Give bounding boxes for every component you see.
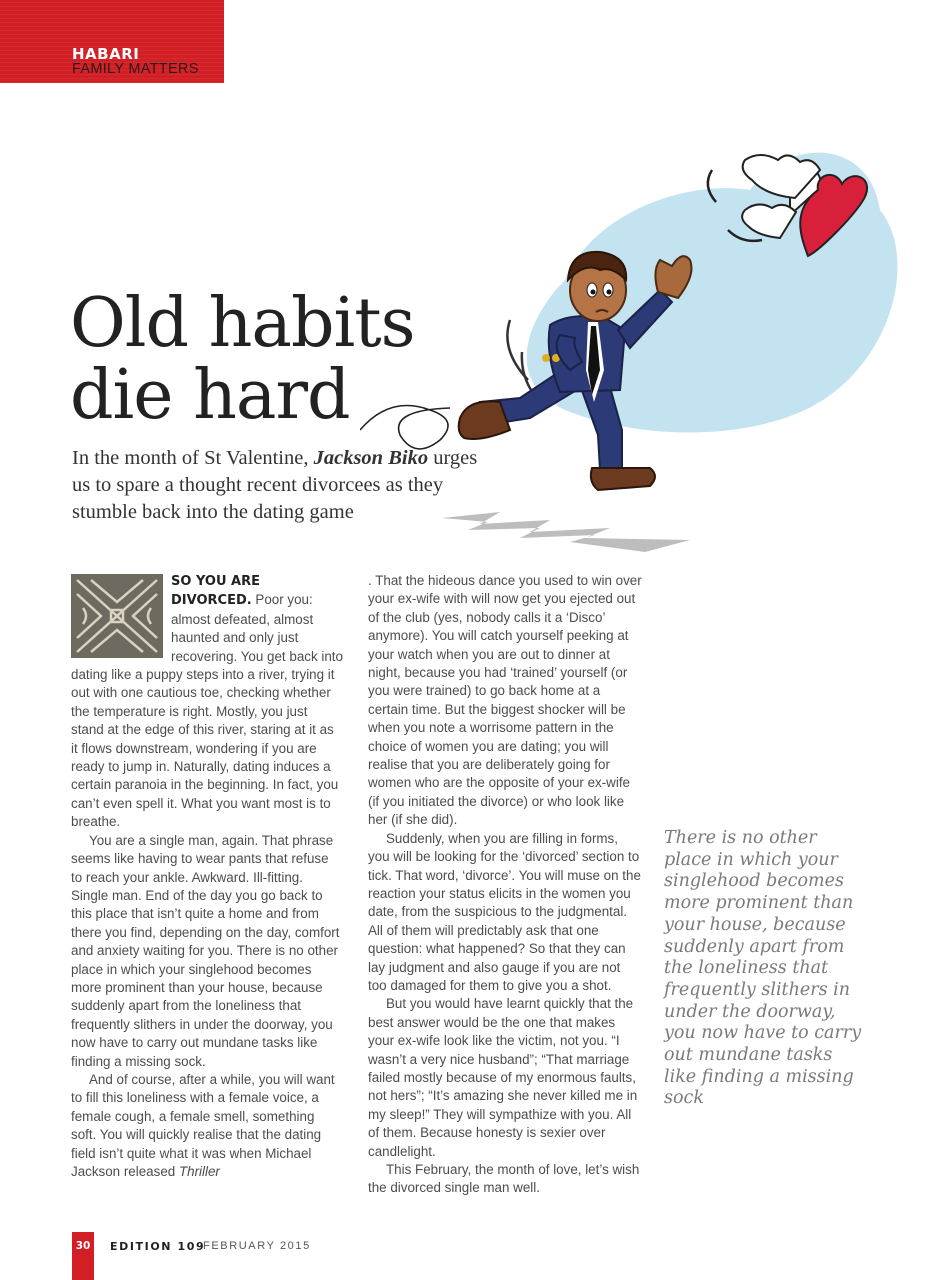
standfirst: In the month of St Valentine, Jackson Biko urges us to spare a thought recent divorcees as they stumble back into the dating game [72,447,478,523]
edition-label: EDITION 109 [110,1240,206,1253]
issue-date: FEBRUARY 2015 [203,1240,311,1252]
subsection-name: FAMILY MATTERS [72,61,199,77]
paragraph: But you would have learnt quickly that the best answer would be the one that makes your ex-wife look like the victim, not you. “I wasn’t a very nice husband”; “That marriage failed mostly because of my enormous faults, not hers”; “It’s amazing she never killed me in my sleep!” They will sympathize with you. All of them. Because honesty is sexier over candlelight. [368,996,638,1159]
author-name: Jackson Biko [313,447,429,469]
page-number: 30 [75,1240,91,1252]
paragraph: And of course, after a while, you will want to fill this loneliness with a female voice, a female cough, a female smell, something soft. You will quickly realise that the dating field isn’t quite what it was when Michael Jackson released Thriller [71,1071,335,1179]
paragraph-continued: . That the hideous dance you used to win over your ex-wife with will now get you ejected out of the club (yes, nobody calls it a ‘Disco’ anymore). You will catch yourself peeking at your watch when you are out to dinner at night, because you had ‘trained’ yourself (or you were trained) to go back home at a certain time. But the biggest shocker will be when you note a worrisome pattern in the choice of women you are dating; you will realise that you are deliberately going for women who are the opposite of your ex-wife (if you initiated the divorce) or who look like her (if she did). [368,573,642,828]
body-column-1 [71,572,343,1181]
article-title: Old habits die hard [70,284,415,435]
paragraph: SO YOU ARE DIVORCED. Poor you: almost defeated, almost haunted and only just recovering. You get back into dating like a puppy steps into a river, trying it out with one cautious toe, checking whether the temperature is right. Mostly, you just stand at the edge of this river, staring at it as it flows downstream, wondering if you are ready to jump in. Naturally, dating induces a certain paranoia in the beginning. In fact, you can’t even spell it. What you want most is to breathe. [71,574,343,830]
tribal-pattern-icon [71,574,163,658]
lead-in: SO YOU ARE DIVORCED. [171,574,260,609]
album-title: Thriller [178,1164,220,1179]
section-name: HABARI [72,45,140,63]
paragraph: Suddenly, when you are filling in forms, you will be looking for the ‘divorced’ section to tick. That word, ‘divorce’. You will muse on the reaction your status elicits in the women you date, from the suspicious to the judgmental. All of them will predictably ask that one question: what happened? So that they can lay judgment and also gauge if you are not too damaged for them to give you a shot. [368,830,641,993]
page-number-tab [72,1232,94,1280]
paragraph: This February, the month of love, let’s wish the divorced single man well. [368,1162,640,1196]
pull-quote: There is no other place in which your singlehood becomes more prominent than your house, because suddenly apart from the loneliness that frequently slithers in under the doorway, you now have to carry out mundane tasks like finding a missing sock [664,828,862,1109]
section-tag [0,0,224,83]
paragraph: You are a single man, again. That phrase seems like having to wear pants that refuse to reach your ankle. Awkward. Ill-fitting. Single man. End of the day you go back to this place that isn’t quite a home and from there you find, depending on the day, comfort and anxiety waiting for you. There is no other place in which your singlehood becomes more prominent than your house, because suddenly apart from the loneliness that frequently slithers in under the doorway, you now have to carry out mundane tasks like finding a missing sock. [71,832,340,1069]
body-column-2 [368,572,642,1198]
